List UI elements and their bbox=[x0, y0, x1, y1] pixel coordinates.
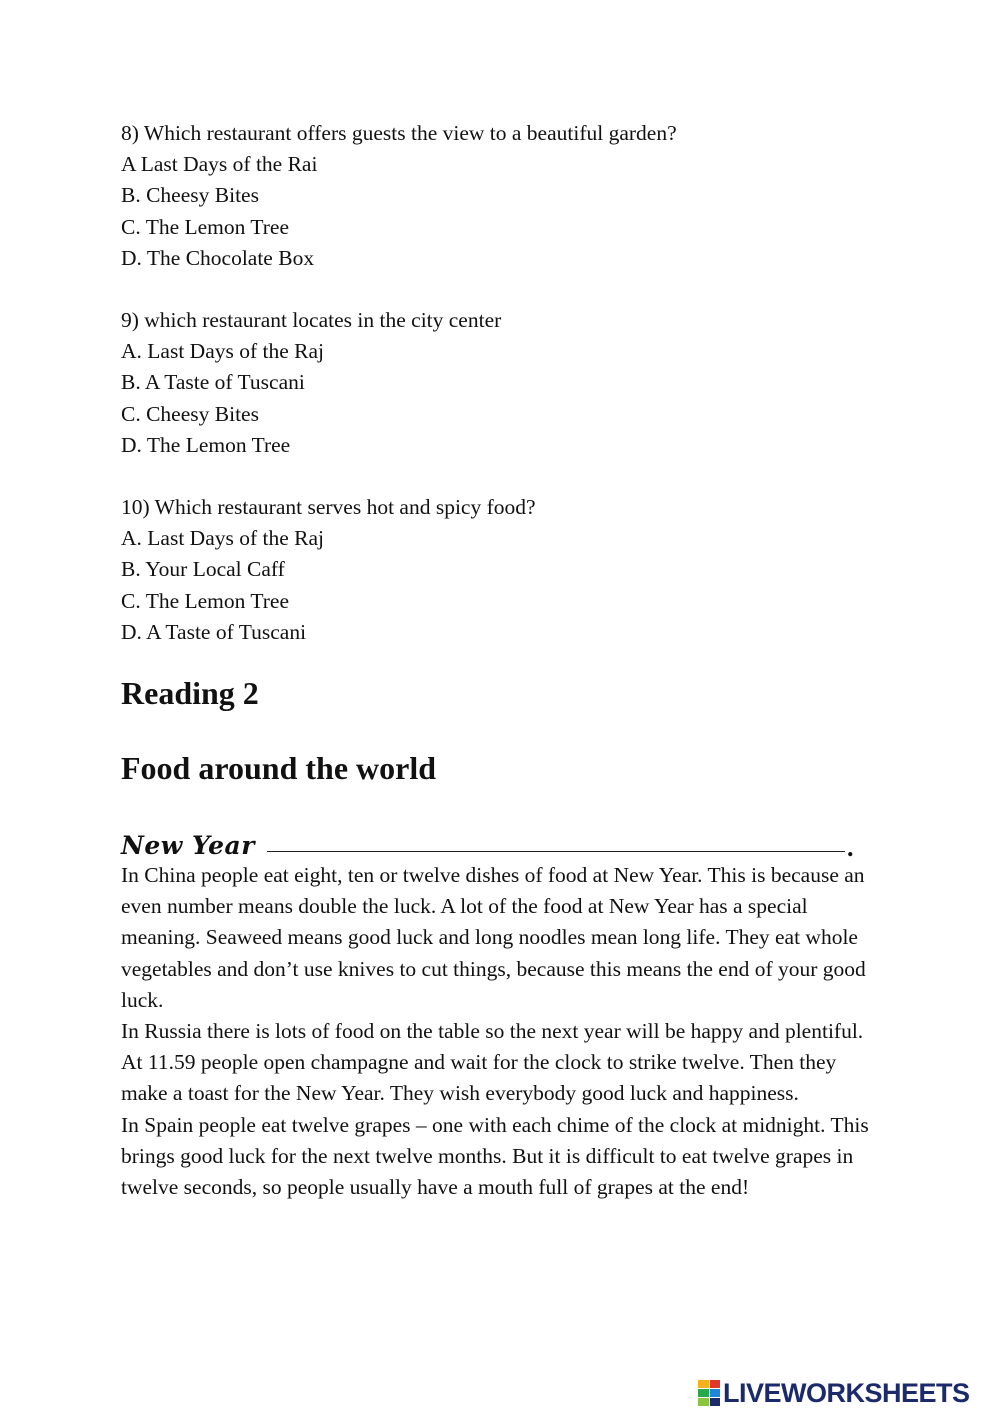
new-year-heading-row bbox=[121, 820, 881, 863]
new-year-title: New Year bbox=[121, 831, 255, 861]
answer-option: B. Your Local Caff bbox=[121, 557, 285, 582]
paragraph-china: In China people eat eight, ten or twelve dishes of food at New Year. This is because an even number means double the luck. A lot of the food at New Year has a special meaning. Seaweed means good luck and long noodles mean long life. They eat whole vegetables and don’t use knives to cut things, because this means the end of your good luck. bbox=[121, 863, 866, 1012]
answer-option: A. Last Days of the Raj bbox=[121, 339, 325, 364]
answer-option: C. The Lemon Tree bbox=[121, 214, 290, 239]
answer-option: C. The Lemon Tree bbox=[121, 588, 290, 613]
paragraph-russia: In Russia there is lots of food on the table so the next year will be happy and plentiful. At 11.59 people open champagne and wait for the clock to strike twelve. Then they make a toast for the New Year. They wish everybody good luck and happiness. bbox=[121, 1019, 864, 1106]
answer-option: B. Cheesy Bites bbox=[121, 183, 259, 208]
question-10 bbox=[121, 492, 881, 648]
liveworksheets-logo bbox=[698, 1378, 970, 1408]
paragraph-spain: In Spain people eat twelve grapes – one with each chime of the clock at midnight. This brings good luck for the next twelve months. But it is difficult to eat twelve grapes in twelve seconds, so people usually have a mouth full of grapes at the end! bbox=[121, 1112, 869, 1200]
question-8 bbox=[121, 118, 881, 274]
answer-option: D. A Taste of Tuscani bbox=[121, 619, 307, 644]
answer-option: D. The Chocolate Box bbox=[121, 245, 315, 270]
answer-option: C. Cheesy Bites bbox=[121, 401, 259, 426]
question-prompt: 9) which restaurant locates in the city center bbox=[121, 308, 502, 333]
reading-title: Food around the world bbox=[121, 750, 437, 787]
question-9 bbox=[121, 305, 881, 461]
question-prompt: 8) Which restaurant offers guests the view to a beautiful garden? bbox=[121, 121, 677, 145]
question-prompt: 10) Which restaurant serves hot and spicy food? bbox=[121, 495, 536, 520]
worksheet-page bbox=[121, 118, 881, 1203]
answer-option: B. A Taste of Tuscani bbox=[121, 370, 305, 395]
section-heading: Reading 2 bbox=[121, 675, 259, 712]
answer-blank[interactable] bbox=[267, 849, 845, 852]
answer-option: D. The Lemon Tree bbox=[121, 432, 291, 457]
end-mark: . bbox=[846, 833, 854, 863]
logo-icon bbox=[698, 1380, 720, 1406]
answer-option: A. Last Days of the Raj bbox=[121, 526, 325, 551]
logo-text: LIVEWORKSHEETS bbox=[723, 1377, 970, 1408]
answer-option: A Last Days of the Rai bbox=[121, 152, 318, 177]
